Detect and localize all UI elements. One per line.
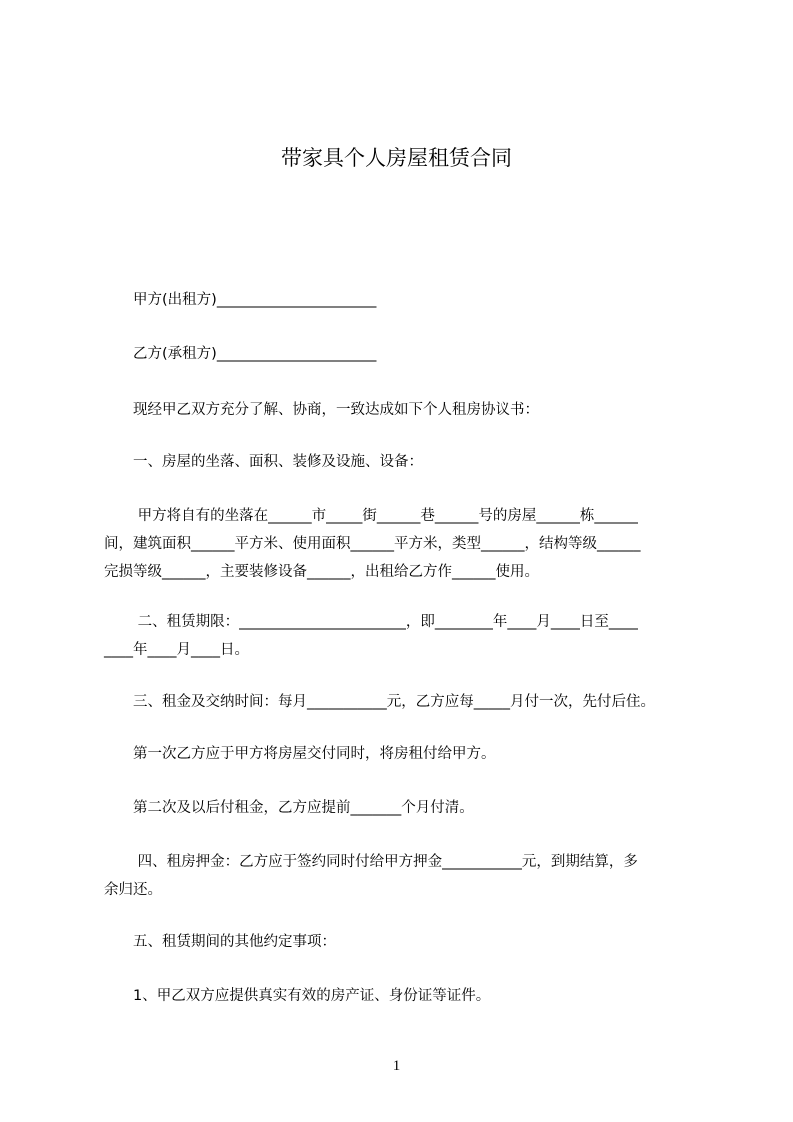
party-b-line (104, 340, 704, 368)
party-a-line (104, 286, 704, 314)
text-line: 四、租房押金：乙方应于签约同时付给甲方押金___________元，到期结算，多 (104, 854, 638, 870)
text-line: 余归还。 (104, 882, 162, 898)
text-line: 现经甲乙双方充分了解、协商，一致达成如下个人租房协议书： (104, 402, 539, 418)
text-line: 完损等级______，主要装修设备______，出租给乙方作______使用。 (104, 564, 539, 580)
section-5-item-1 (104, 982, 704, 1010)
page-number: 1 (392, 1058, 401, 1074)
section-3-rent (104, 688, 704, 716)
section-2-lease-term (104, 608, 704, 664)
section-1-body (104, 502, 704, 586)
document-title: 带家具个人房屋租赁合同 (281, 146, 512, 170)
section-3-first-payment (104, 740, 704, 768)
section-5-heading (104, 928, 704, 956)
section-3-later-payment (104, 794, 704, 822)
text-line: 二、租赁期限：_______________________，即________年____月____日至____ (104, 614, 638, 630)
text-line: 乙方(承租方)______________________ (104, 346, 377, 362)
text-line: 间，建筑面积______平方米、使用面积______平方米，类型______，结构等级______ (104, 536, 641, 552)
text-line: 1、甲乙双方应提供真实有效的房产证、身份证等证件。 (104, 988, 491, 1004)
text-line: 一、房屋的坐落、面积、装修及设施、设备： (104, 454, 423, 470)
text-line: ____年____月____日。 (104, 642, 249, 658)
text-line: 甲方(出租方)______________________ (104, 292, 377, 308)
section-4-deposit (104, 848, 704, 904)
section-1-heading (104, 448, 704, 476)
text-line: 第二次及以后付租金，乙方应提前_______个月付清。 (104, 800, 474, 816)
text-line: 三、租金及交纳时间：每月___________元，乙方应每_____月付一次，先付后住。 (104, 694, 655, 710)
text-line: 甲方将自有的坐落在______市_____街______巷______号的房屋______栋______ (104, 508, 638, 524)
text-line: 第一次乙方应于甲方将房屋交付同时，将房租付给甲方。 (104, 746, 496, 762)
intro-paragraph (104, 396, 704, 424)
text-line: 五、租赁期间的其他约定事项： (104, 934, 336, 950)
